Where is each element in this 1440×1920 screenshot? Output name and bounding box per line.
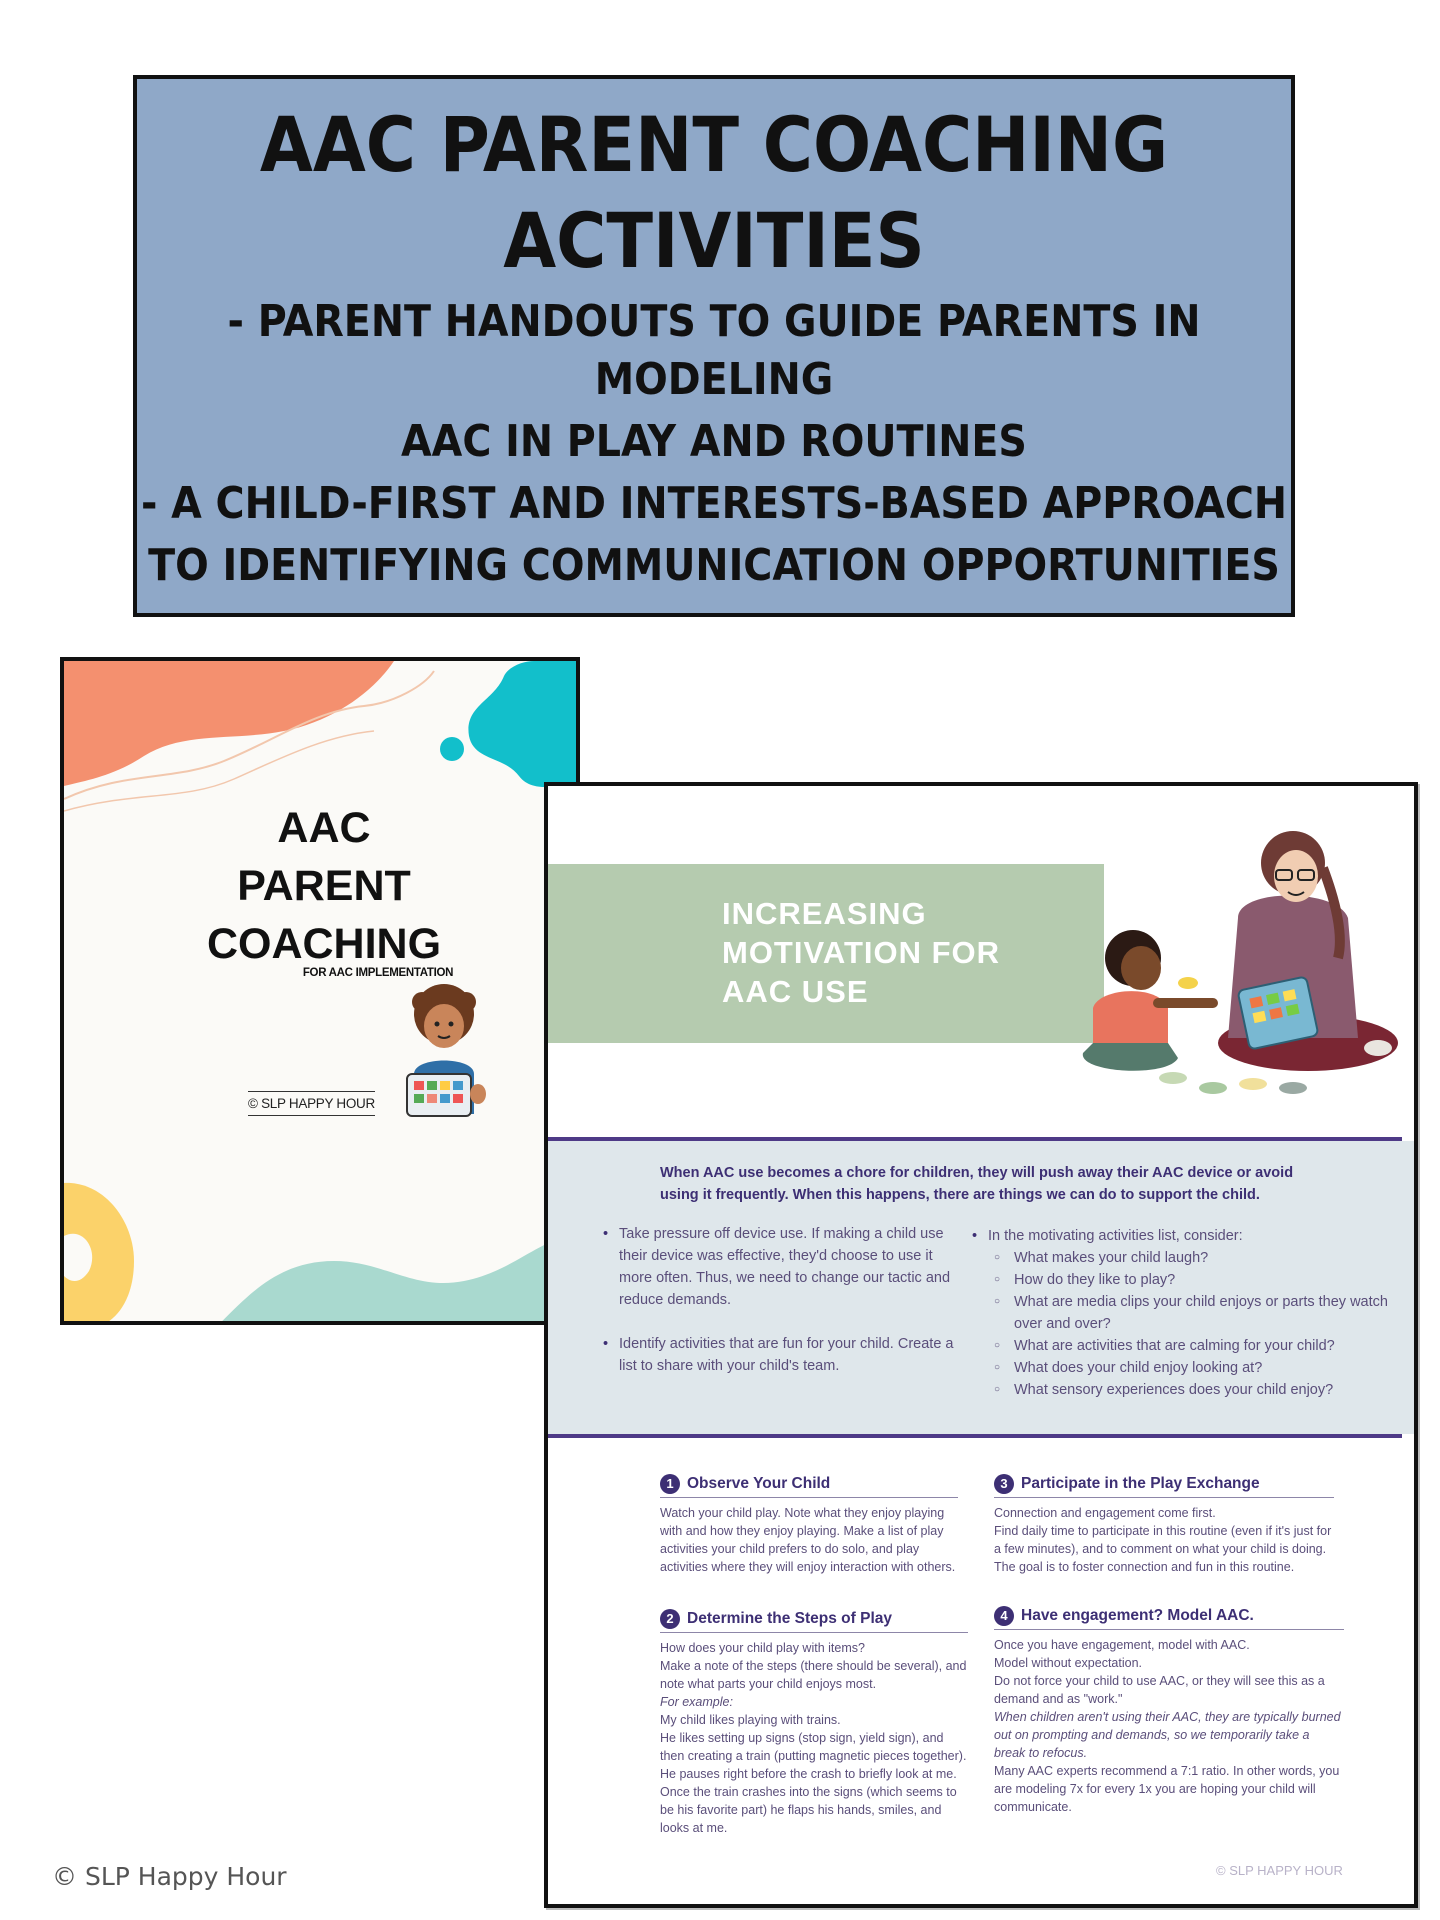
copyright-credit: © SLP Happy Hour	[52, 1862, 287, 1891]
left-bullet-list	[603, 1223, 958, 1399]
step-italic-note: When children aren't using their AAC, they are typically burned out on prompting and demands, so we temporarily take a break to refocus.	[994, 1710, 1341, 1760]
step-text: Find daily time to participate in this routine (even if it's just for a few minutes), and to comment on what your child is doing. The goal is to foster connection and fun in this routine.	[994, 1524, 1332, 1574]
step-title: Have engagement? Model AAC.	[1021, 1607, 1254, 1624]
handout-heading-line3: AAC USE	[722, 974, 869, 1009]
handout-footer: © SLP HAPPY HOUR	[1216, 1863, 1343, 1878]
sub-list-item: ○ What are media clips your child enjoys or parts they watch over and over?	[972, 1291, 1392, 1335]
step-heading	[660, 1609, 968, 1633]
list-item: • Take pressure off device use. If making a child use their device was effective, they'd choose to use it more often. Thus, we need to change our tactic and reduce demands.	[603, 1223, 958, 1311]
step-model-aac	[994, 1606, 1344, 1816]
sub-list-item: ○ What makes your child laugh?	[972, 1247, 1392, 1269]
step-text: Do not force your child to use AAC, or they will see this as a demand and as "work."	[994, 1674, 1325, 1706]
sub-list-item: ○ What does your child enjoy looking at?	[972, 1357, 1392, 1379]
cover-page	[60, 657, 580, 1325]
step-text: He likes setting up signs (stop sign, yield sign), and then creating a train (putting magnetic pieces together). He pauses right before the crash to briefly look at me. Once the train crashes into the signs (which seems to be his favorite part) he flaps his hands, smiles, and looks at me.	[660, 1731, 967, 1835]
step-heading	[994, 1606, 1344, 1630]
banner-subtitle-line1: - PARENT HANDOUTS TO GUIDE PARENTS IN MODELING	[227, 296, 1201, 405]
cover-subtitle: FOR AAC IMPLEMENTATION	[302, 967, 454, 979]
parent-child-play-illustration	[1038, 808, 1398, 1098]
step-text: Model without expectation.	[994, 1656, 1143, 1670]
step-number: 3	[994, 1474, 1014, 1494]
motivation-section	[548, 1141, 1414, 1434]
step-number: 1	[660, 1474, 680, 1494]
handout-heading	[722, 894, 1000, 1011]
step-title: Participate in the Play Exchange	[1021, 1475, 1260, 1492]
handout-heading-line2: MOTIVATION FOR	[722, 935, 1001, 970]
sub-list-item: ○ What sensory experiences does your child enjoy?	[972, 1379, 1392, 1401]
step-observe	[660, 1474, 958, 1576]
right-bullet-list	[972, 1225, 1392, 1401]
cover-decoration	[64, 661, 580, 1325]
banner-title-line1: AAC PARENT COACHING	[259, 100, 1169, 189]
step-text: Watch your child play. Note what they enjoy playing with and how they enjoy playing. Make a list of play activities your child prefers to do solo, and play activities where they will enjoy interaction with others.	[660, 1506, 956, 1574]
example-label: For example:	[660, 1695, 733, 1709]
child-with-device-illustration	[404, 984, 494, 1124]
step-text: Once you have engagement, model with AAC.	[994, 1638, 1250, 1652]
step-determine	[660, 1609, 968, 1837]
cover-title-line1: AAC	[277, 804, 371, 852]
step-number: 2	[660, 1609, 680, 1629]
list-item: • In the motivating activities list, consider:	[972, 1225, 1392, 1247]
cover-brand: © SLP HAPPY HOUR	[248, 1091, 375, 1116]
step-text: How does your child play with items?	[660, 1641, 865, 1655]
section-divider-bottom	[548, 1434, 1402, 1438]
list-item: • Identify activities that are fun for your child. Create a list to share with your child's team.	[603, 1333, 958, 1377]
intro-text: When AAC use becomes a chore for children, they will push away their AAC device or avoid using it frequently. When this happens, there are things we can do to support the child.	[660, 1165, 1294, 1203]
step-text: Connection and engagement come first.	[994, 1506, 1216, 1520]
step-text: Make a note of the steps (there should be several), and note what parts your child enjoys most.	[660, 1659, 967, 1691]
handout-heading-line1: INCREASING	[722, 896, 927, 931]
handout-page	[544, 782, 1418, 1908]
banner-subtitle-line2: AAC IN PLAY AND ROUTINES	[401, 416, 1027, 467]
step-participate	[994, 1474, 1334, 1576]
heading-band	[548, 864, 1104, 1043]
banner-subtitle-line4: TO IDENTIFYING COMMUNICATION OPPORTUNITIES	[148, 540, 1280, 591]
sub-list-item: ○ How do they like to play?	[972, 1269, 1392, 1291]
banner-subtitle-line3: - A CHILD-FIRST AND INTERESTS-BASED APPROACH	[140, 478, 1288, 529]
step-heading	[994, 1474, 1334, 1498]
step-heading	[660, 1474, 958, 1498]
step-number: 4	[994, 1606, 1014, 1626]
step-title: Observe Your Child	[687, 1475, 831, 1492]
step-text: Many AAC experts recommend a 7:1 ratio. In other words, you are modeling 7x for every 1x you are hoping your child will communicate.	[994, 1764, 1340, 1814]
cover-title-line2: PARENT	[237, 862, 411, 910]
sub-list-item: ○ What are activities that are calming for your child?	[972, 1335, 1392, 1357]
step-text: My child likes playing with trains.	[660, 1713, 841, 1727]
step-title: Determine the Steps of Play	[687, 1610, 893, 1627]
banner-title-line2: ACTIVITIES	[503, 196, 925, 285]
cover-title-line3: COACHING	[206, 920, 442, 968]
title-banner	[133, 75, 1295, 617]
cover-title	[104, 799, 544, 973]
